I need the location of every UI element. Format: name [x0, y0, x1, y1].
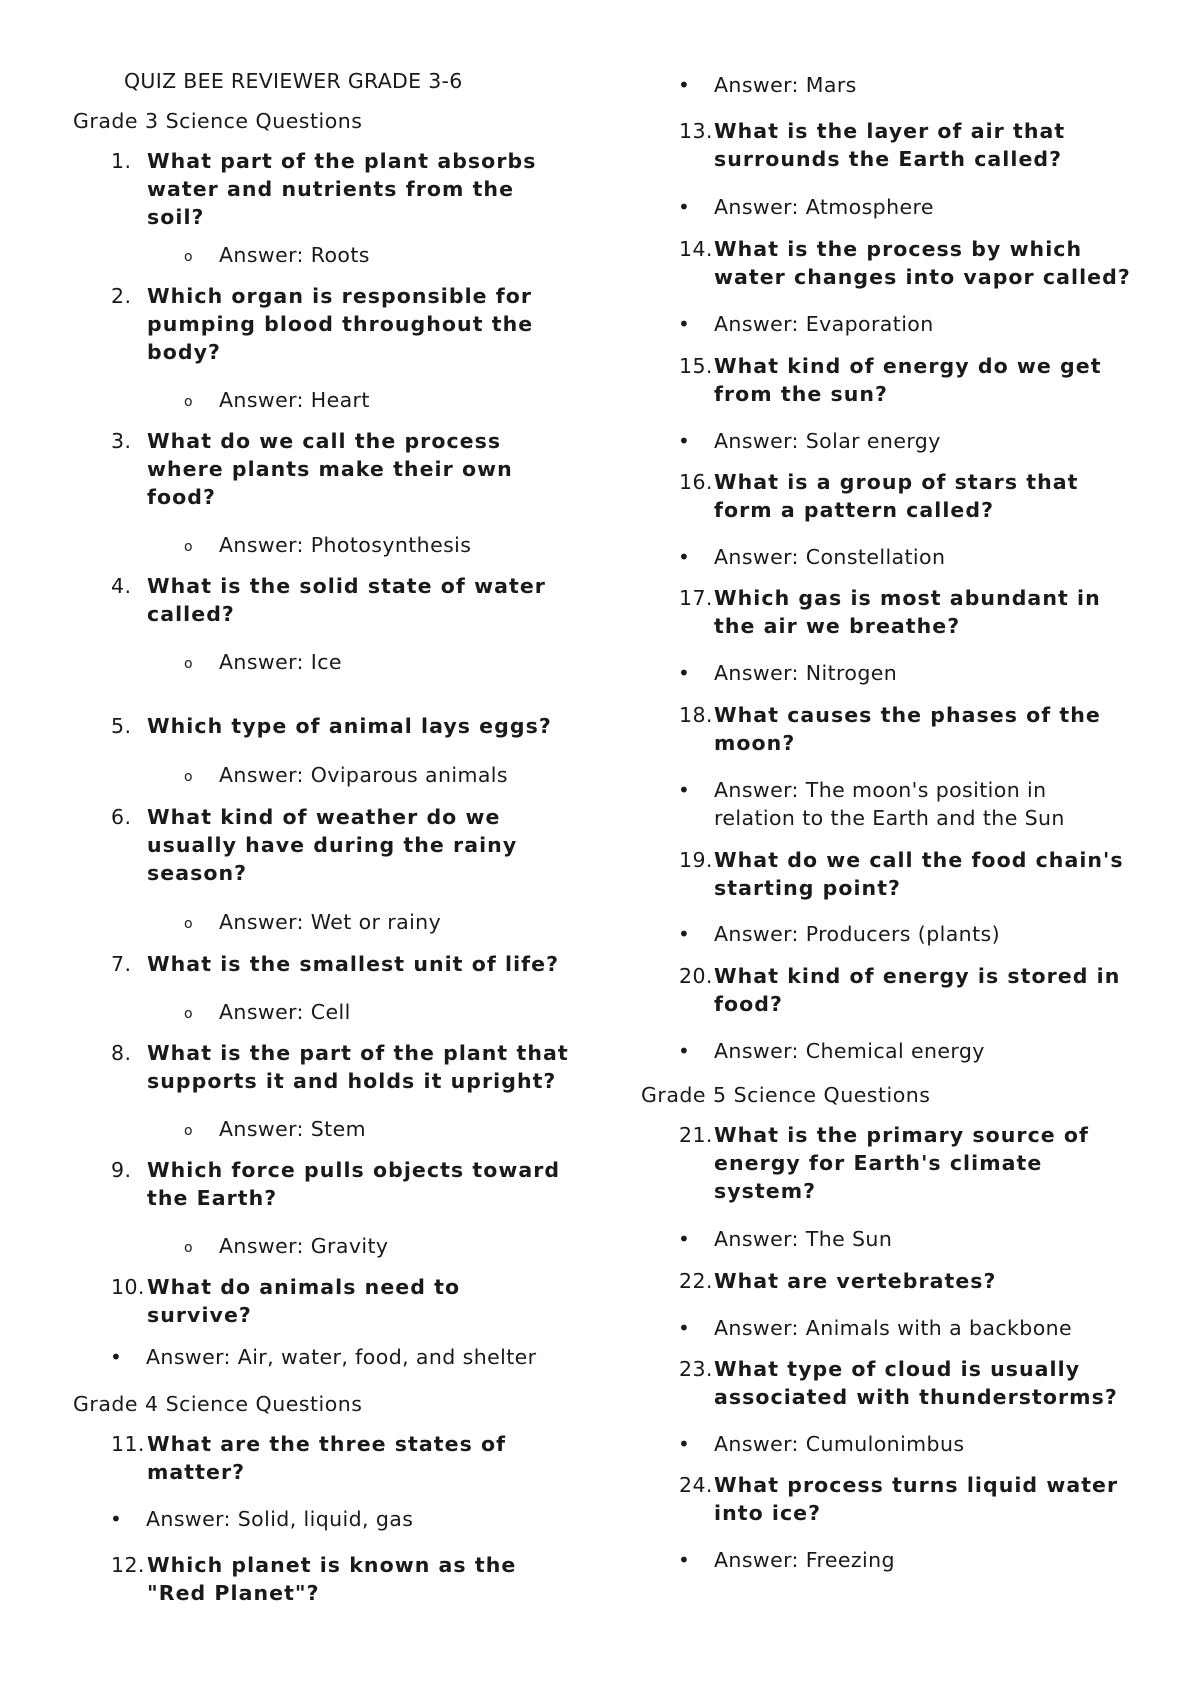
question-text: What process turns liquid water	[714, 1473, 1119, 1497]
answer-text: Answer: Producers (plants)	[714, 922, 1000, 946]
question-text: water changes into vapor called?	[714, 265, 1131, 289]
question-text: What kind of weather do we	[147, 805, 501, 829]
question-number: 11.	[111, 1432, 145, 1456]
question-text: surrounds the Earth called?	[714, 147, 1063, 171]
answer-text: Answer: Wet or rainy	[219, 910, 442, 934]
question-text: usually have during the rainy	[147, 833, 518, 857]
answer-text: Answer: Cell	[219, 1000, 351, 1024]
question-text: pumping blood throughout the	[147, 312, 534, 336]
question-text: What kind of energy do we get	[714, 354, 1102, 378]
answer-text: Answer: Atmosphere	[714, 195, 934, 219]
question-text: soil?	[147, 205, 205, 229]
circle-bullet-icon: o	[184, 394, 193, 410]
question-number: 9.	[111, 1158, 132, 1182]
answer-text: Answer: Freezing	[714, 1548, 895, 1572]
dot-bullet-icon: •	[678, 1227, 690, 1251]
answer-text: Answer: Evaporation	[714, 312, 934, 336]
circle-bullet-icon: o	[184, 769, 193, 785]
answer-text: Answer: Cumulonimbus	[714, 1432, 965, 1456]
question-text: Which organ is responsible for	[147, 284, 533, 308]
circle-bullet-icon: o	[184, 1240, 193, 1256]
question-text: Which type of animal lays eggs?	[147, 714, 552, 738]
dot-bullet-icon: •	[678, 545, 690, 569]
question-text: into ice?	[714, 1501, 822, 1525]
answer-text: Answer: Ice	[219, 650, 342, 674]
dot-bullet-icon: •	[678, 312, 690, 336]
question-number: 23.	[679, 1357, 713, 1381]
question-text: What are the three states of	[147, 1432, 507, 1456]
question-text: the air we breathe?	[714, 614, 961, 638]
answer-text: Answer: Nitrogen	[714, 661, 898, 685]
answer-text: Answer: Heart	[219, 388, 370, 412]
section-heading-grade-5: Grade 5 Science Questions	[641, 1083, 931, 1107]
question-number: 15.	[679, 354, 713, 378]
question-text: matter?	[147, 1460, 246, 1484]
question-number: 21.	[679, 1123, 713, 1147]
question-text: What kind of energy is stored in	[714, 964, 1121, 988]
answer-text: Answer: Oviparous animals	[219, 763, 508, 787]
question-number: 17.	[679, 586, 713, 610]
answer-text: Answer: Photosynthesis	[219, 533, 472, 557]
answer-text: Answer: Constellation	[714, 545, 946, 569]
answer-text: Answer: Animals with a backbone	[714, 1316, 1073, 1340]
dot-bullet-icon: •	[678, 1039, 690, 1063]
question-text: Which force pulls objects toward	[147, 1158, 561, 1182]
question-number: 6.	[111, 805, 132, 829]
dot-bullet-icon: •	[678, 1316, 690, 1340]
question-number: 2.	[111, 284, 132, 308]
dot-bullet-icon: •	[678, 429, 690, 453]
question-number: 14.	[679, 237, 713, 261]
dot-bullet-icon: •	[678, 1432, 690, 1456]
document-title: QUIZ BEE REVIEWER GRADE 3-6	[124, 69, 463, 93]
question-text: survive?	[147, 1303, 252, 1327]
question-text: What do animals need to	[147, 1275, 461, 1299]
question-text: What is the solid state of water	[147, 574, 546, 598]
circle-bullet-icon: o	[184, 1123, 193, 1139]
question-text: from the sun?	[714, 382, 888, 406]
question-number: 12.	[111, 1553, 145, 1577]
circle-bullet-icon: o	[184, 916, 193, 932]
question-number: 18.	[679, 703, 713, 727]
question-text: "Red Planet"?	[147, 1581, 320, 1605]
question-text: moon?	[714, 731, 796, 755]
question-text: What do we call the food chain's	[714, 848, 1124, 872]
question-text: energy for Earth's climate	[714, 1151, 1043, 1175]
question-text: What is the smallest unit of life?	[147, 952, 560, 976]
question-text: food?	[714, 992, 783, 1016]
question-text: What is the part of the plant that	[147, 1041, 569, 1065]
question-number: 1.	[111, 149, 132, 173]
question-text: season?	[147, 861, 248, 885]
dot-bullet-icon: •	[110, 1507, 122, 1531]
dot-bullet-icon: •	[678, 922, 690, 946]
question-number: 16.	[679, 470, 713, 494]
dot-bullet-icon: •	[678, 661, 690, 685]
question-text: water and nutrients from the	[147, 177, 515, 201]
answer-text: Answer: Solid, liquid, gas	[146, 1507, 414, 1531]
answer-text: Answer: Stem	[219, 1117, 366, 1141]
answer-text: Answer: Air, water, food, and shelter	[146, 1345, 537, 1369]
question-text: starting point?	[714, 876, 901, 900]
question-text: What causes the phases of the	[714, 703, 1101, 727]
circle-bullet-icon: o	[184, 656, 193, 672]
question-text: form a pattern called?	[714, 498, 995, 522]
question-text: What type of cloud is usually	[714, 1357, 1081, 1381]
question-text: What is the layer of air that	[714, 119, 1066, 143]
answer-text: Answer: Roots	[219, 243, 370, 267]
dot-bullet-icon: •	[678, 195, 690, 219]
question-text: What is a group of stars that	[714, 470, 1079, 494]
question-number: 19.	[679, 848, 713, 872]
question-number: 13.	[679, 119, 713, 143]
question-text: What part of the plant absorbs	[147, 149, 537, 173]
circle-bullet-icon: o	[184, 249, 193, 265]
question-text: body?	[147, 340, 221, 364]
question-number: 24.	[679, 1473, 713, 1497]
question-number: 3.	[111, 429, 132, 453]
question-text: Which planet is known as the	[147, 1553, 517, 1577]
dot-bullet-icon: •	[678, 778, 690, 802]
answer-text: Answer: The Sun	[714, 1227, 893, 1251]
question-text: associated with thunderstorms?	[714, 1385, 1118, 1409]
question-text: where plants make their own	[147, 457, 513, 481]
question-text: supports it and holds it upright?	[147, 1069, 557, 1093]
answer-text: Answer: Gravity	[219, 1234, 389, 1258]
question-number: 8.	[111, 1041, 132, 1065]
dot-bullet-icon: •	[678, 1548, 690, 1572]
question-text: What is the process by which	[714, 237, 1083, 261]
question-text: What are vertebrates?	[714, 1269, 997, 1293]
question-text: What is the primary source of	[714, 1123, 1090, 1147]
question-number: 4.	[111, 574, 132, 598]
question-number: 5.	[111, 714, 132, 738]
question-text: system?	[714, 1179, 817, 1203]
answer-text-continued: relation to the Earth and the Sun	[714, 806, 1065, 830]
dot-bullet-icon: •	[678, 73, 690, 97]
section-heading-grade-4: Grade 4 Science Questions	[73, 1392, 363, 1416]
question-text: food?	[147, 485, 216, 509]
answer-text: Answer: Mars	[714, 73, 857, 97]
answer-text: Answer: Chemical energy	[714, 1039, 985, 1063]
question-number: 20.	[679, 964, 713, 988]
circle-bullet-icon: o	[184, 539, 193, 555]
section-heading-grade-3: Grade 3 Science Questions	[73, 109, 363, 133]
question-number: 22.	[679, 1269, 713, 1293]
question-text: What do we call the process	[147, 429, 502, 453]
question-number: 7.	[111, 952, 132, 976]
dot-bullet-icon: •	[110, 1345, 122, 1369]
answer-text: Answer: The moon's position in	[714, 778, 1047, 802]
question-text: Which gas is most abundant in	[714, 586, 1101, 610]
question-number: 10.	[111, 1275, 145, 1299]
circle-bullet-icon: o	[184, 1006, 193, 1022]
question-text: the Earth?	[147, 1186, 278, 1210]
question-text: called?	[147, 602, 235, 626]
answer-text: Answer: Solar energy	[714, 429, 941, 453]
